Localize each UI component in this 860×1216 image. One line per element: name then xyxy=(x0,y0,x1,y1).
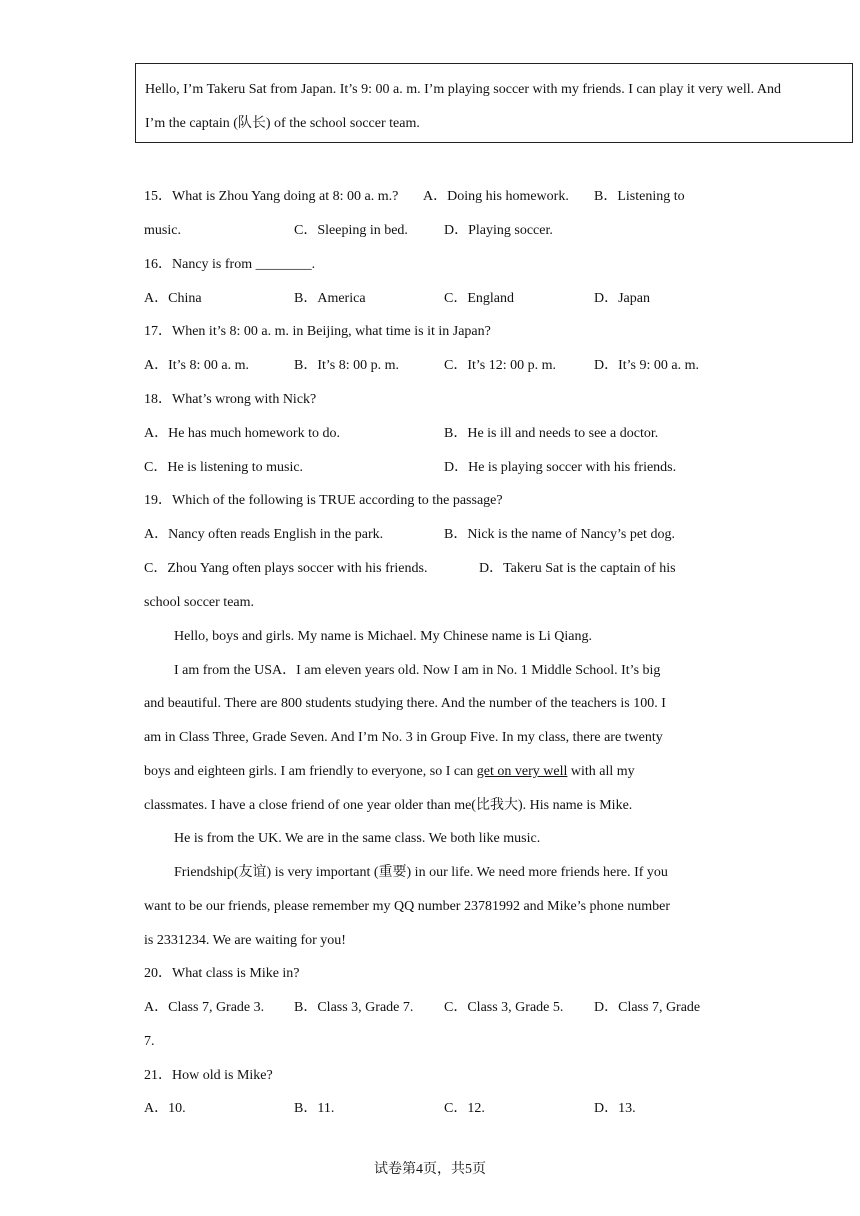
passage-text: with all my xyxy=(567,764,635,779)
question-21-option-d: D．13. xyxy=(594,1101,636,1116)
question-20-option-a: A．Class 7, Grade 3. xyxy=(144,1000,265,1015)
passage-paragraph-2-line: I am from the USA．I am eleven years old. Now I am in No. 1 Middle School. It’s big xyxy=(174,663,661,678)
question-18-option-c: C．He is listening to music. xyxy=(144,460,304,475)
passage-paragraph-2-line: am in Class Three, Grade Seven. And I’m No. 3 in Group Five. In my class, there are twenty xyxy=(144,730,663,745)
page-footer: 试卷第4页，共5页 xyxy=(374,1162,486,1177)
question-19-option-a: A．Nancy often reads English in the park. xyxy=(144,527,384,542)
passage-box xyxy=(135,63,853,143)
question-19-option-b: B．Nick is the name of Nancy’s pet dog. xyxy=(444,527,675,542)
question-15-option-b-cont: music. xyxy=(144,223,181,238)
passage-paragraph-2-line: classmates. I have a close friend of one year older than me(比我大). His name is Mike. xyxy=(144,798,633,813)
question-21-stem: 21．How old is Mike? xyxy=(144,1068,273,1083)
question-19-option-c: C．Zhou Yang often plays soccer with his friends. xyxy=(144,561,428,576)
question-17-option-b: B．It’s 8: 00 p. m. xyxy=(294,358,400,373)
passage-paragraph-3: He is from the UK. We are in the same class. We both like music. xyxy=(174,831,541,846)
question-21-option-b: B．11. xyxy=(294,1101,335,1116)
question-16-stem: 16．Nancy is from ________. xyxy=(144,257,316,272)
question-20-option-b: B．Class 3, Grade 7. xyxy=(294,1000,414,1015)
passage-paragraph-4-line: is 2331234. We are waiting for you! xyxy=(144,933,346,948)
question-15-option-d: D．Playing soccer. xyxy=(444,223,553,238)
question-20-stem: 20．What class is Mike in? xyxy=(144,966,300,981)
passage-paragraph-2-line xyxy=(144,762,635,782)
passage-text: boys and eighteen girls. I am friendly to everyone, so I can xyxy=(144,764,477,779)
question-19-option-d-cont: school soccer team. xyxy=(144,595,255,610)
question-15-option-a: A．Doing his homework. xyxy=(423,189,569,204)
question-17-stem: 17．When it’s 8: 00 a. m. in Beijing, what time is it in Japan? xyxy=(144,324,491,339)
passage-paragraph-4-line: Friendship(友谊) is very important (重要) in our life. We need more friends here. If you xyxy=(174,865,668,880)
passage-box-line: Hello, I’m Takeru Sat from Japan. It’s 9: 00 a. m. I’m playing soccer with my friends. I can play it very well. And xyxy=(145,82,781,97)
question-17-option-a: A．It’s 8: 00 a. m. xyxy=(144,358,249,373)
question-18-option-a: A．He has much homework to do. xyxy=(144,426,340,441)
question-16-option-c: C．England xyxy=(444,291,514,306)
passage-box-line: I’m the captain (队长) of the school soccer team. xyxy=(145,116,420,131)
question-19-option-d: D．Takeru Sat is the captain of his xyxy=(479,561,676,576)
question-18-stem: 18．What’s wrong with Nick? xyxy=(144,392,317,407)
question-21-option-a: A．10. xyxy=(144,1101,186,1116)
question-18-option-d: D．He is playing soccer with his friends. xyxy=(444,460,677,475)
question-18-option-b: B．He is ill and needs to see a doctor. xyxy=(444,426,659,441)
question-15-stem: 15．What is Zhou Yang doing at 8: 00 a. m.? xyxy=(144,189,399,204)
question-15-option-c: C．Sleeping in bed. xyxy=(294,223,408,238)
question-16-option-b: B．America xyxy=(294,291,366,306)
question-20-option-c: C．Class 3, Grade 5. xyxy=(444,1000,564,1015)
passage-paragraph-4-line: want to be our friends, please remember my QQ number 23781992 and Mike’s phone number xyxy=(144,899,671,914)
question-16-option-a: A．China xyxy=(144,291,202,306)
question-19-stem: 19．Which of the following is TRUE according to the passage? xyxy=(144,493,503,508)
question-16-option-d: D．Japan xyxy=(594,291,650,306)
question-15-option-b: B．Listening to xyxy=(594,189,685,204)
question-17-option-c: C．It’s 12: 00 p. m. xyxy=(444,358,557,373)
passage-paragraph-1: Hello, boys and girls. My name is Michael. My Chinese name is Li Qiang. xyxy=(174,629,592,644)
question-20-option-d-cont: 7. xyxy=(144,1034,155,1049)
question-21-option-c: C．12. xyxy=(444,1101,485,1116)
underlined-phrase: get on very well xyxy=(476,764,568,779)
question-20-option-d: D．Class 7, Grade xyxy=(594,1000,701,1015)
question-17-option-d: D．It’s 9: 00 a. m. xyxy=(594,358,699,373)
passage-paragraph-2-line: and beautiful. There are 800 students studying there. And the number of the teachers is 100. I xyxy=(144,696,666,711)
